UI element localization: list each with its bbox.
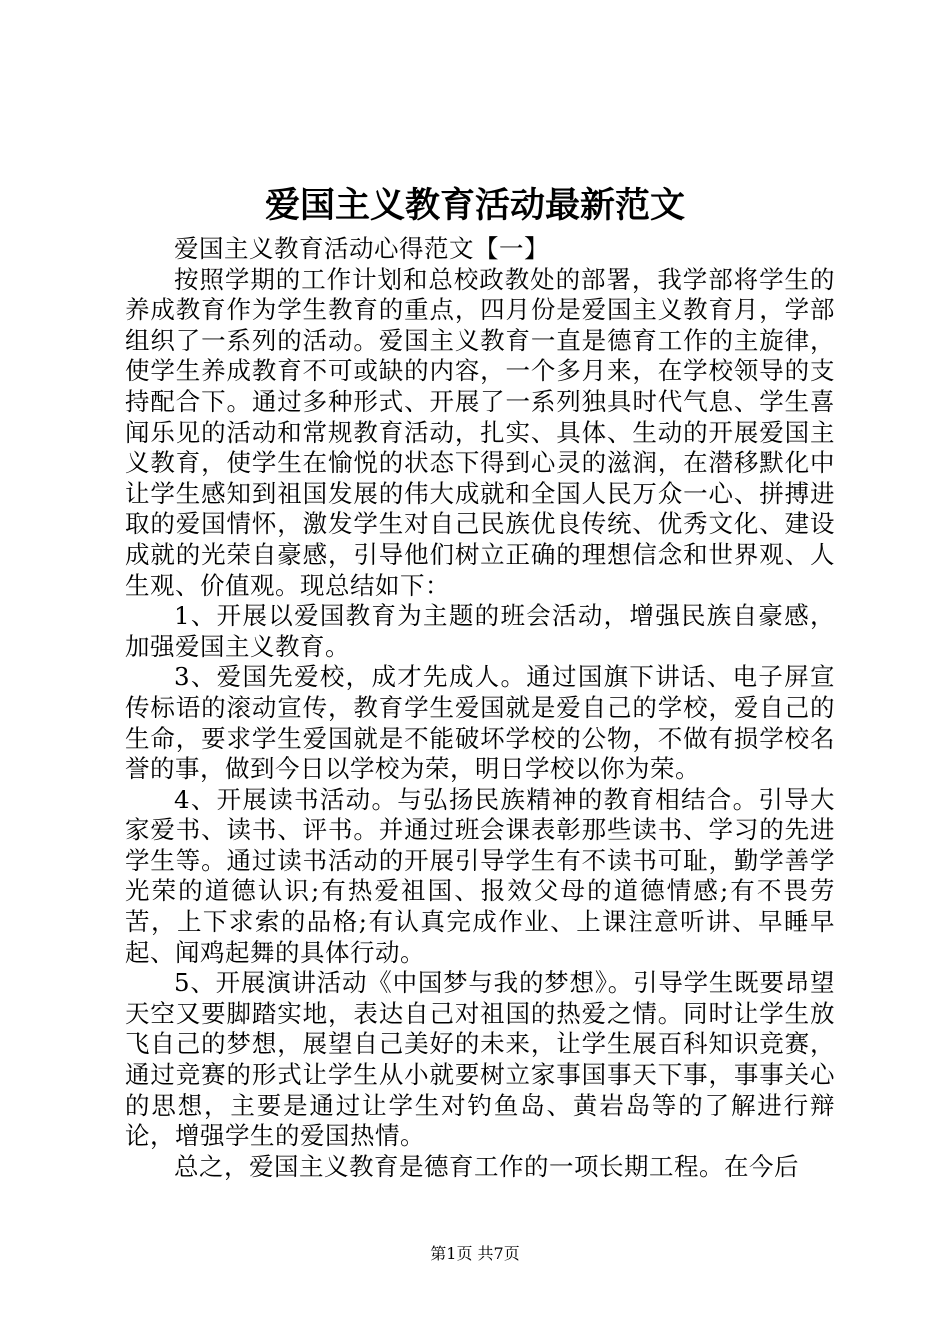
- paragraph: 按照学期的工作计划和总校政教处的部署，我学部将学生的养成教育作为学生教育的重点，四月份是爱国主义教育月，学部组织了一系列的活动。爱国主义教育一直是德育工作的主旋律，使学生养成教育不可或缺的内容，一个多月来，在学校领导的支持配合下。通过多种形式、开展了一系列独具时代气息、学生喜闻乐见的活动和常规教育活动，扎实、具体、生动的开展爱国主义教育，使学生在愉悦的状态下得到心灵的滋润，在潜移默化中让学生感知到祖国发展的伟大成就和全国人民万众一心、拼搏进取的爱国情怀，激发学生对自己民族优良传统、优秀文化、建设成就的光荣自豪感，引导他们树立正确的理想信念和世界观、人生观、价值观。现总结如下：: [125, 264, 835, 600]
- section-heading: 爱国主义教育活动心得范文【一】: [174, 234, 549, 263]
- paragraph: 5、开展演讲活动《中国梦与我的梦想》。引导学生既要昂望天空又要脚踏实地，表达自己对祖国的热爱之情。同时让学生放飞自己的梦想，展望自己美好的未来，让学生展百科知识竞赛，通过竞赛的形式让学生从小就要树立家事国事天下事，事事关心的思想，主要是通过让学生对钓鱼岛、黄岩岛等的了解进行辩论，增强学生的爱国热情。: [125, 968, 835, 1151]
- page-number: 第1页 共7页: [430, 1244, 520, 1263]
- paragraph: 3、爱国先爱校，成才先成人。通过国旗下讲话、电子屏宣传标语的滚动宣传，教育学生爱国就是爱自己的学校，爱自己的生命，要求学生爱国就是不能破坏学校的公物，不做有损学校名誉的事，做到今日以学校为荣，明日学校以你为荣。: [125, 662, 835, 784]
- document-title: 爱国主义教育活动最新范文: [264, 186, 685, 226]
- document-body: [125, 234, 835, 1182]
- paragraph: 1、开展以爱国教育为主题的班会活动，增强民族自豪感，加强爱国主义教育。: [125, 601, 835, 661]
- paragraph: 总之，爱国主义教育是德育工作的一项长期工程。在今后: [174, 1151, 799, 1181]
- paragraph: 4、开展读书活动。与弘扬民族精神的教育相结合。引导大家爱书、读书、评书。并通过班会课表彰那些读书、学习的先进学生等。通过读书活动的开展引导学生有不读书可耻，勤学善学光荣的道德认识;有热爱祖国、报效父母的道德情感;有不畏劳苦，上下求索的品格;有认真完成作业、上课注意听讲、早睡早起、闻鸡起舞的具体行动。: [125, 784, 835, 967]
